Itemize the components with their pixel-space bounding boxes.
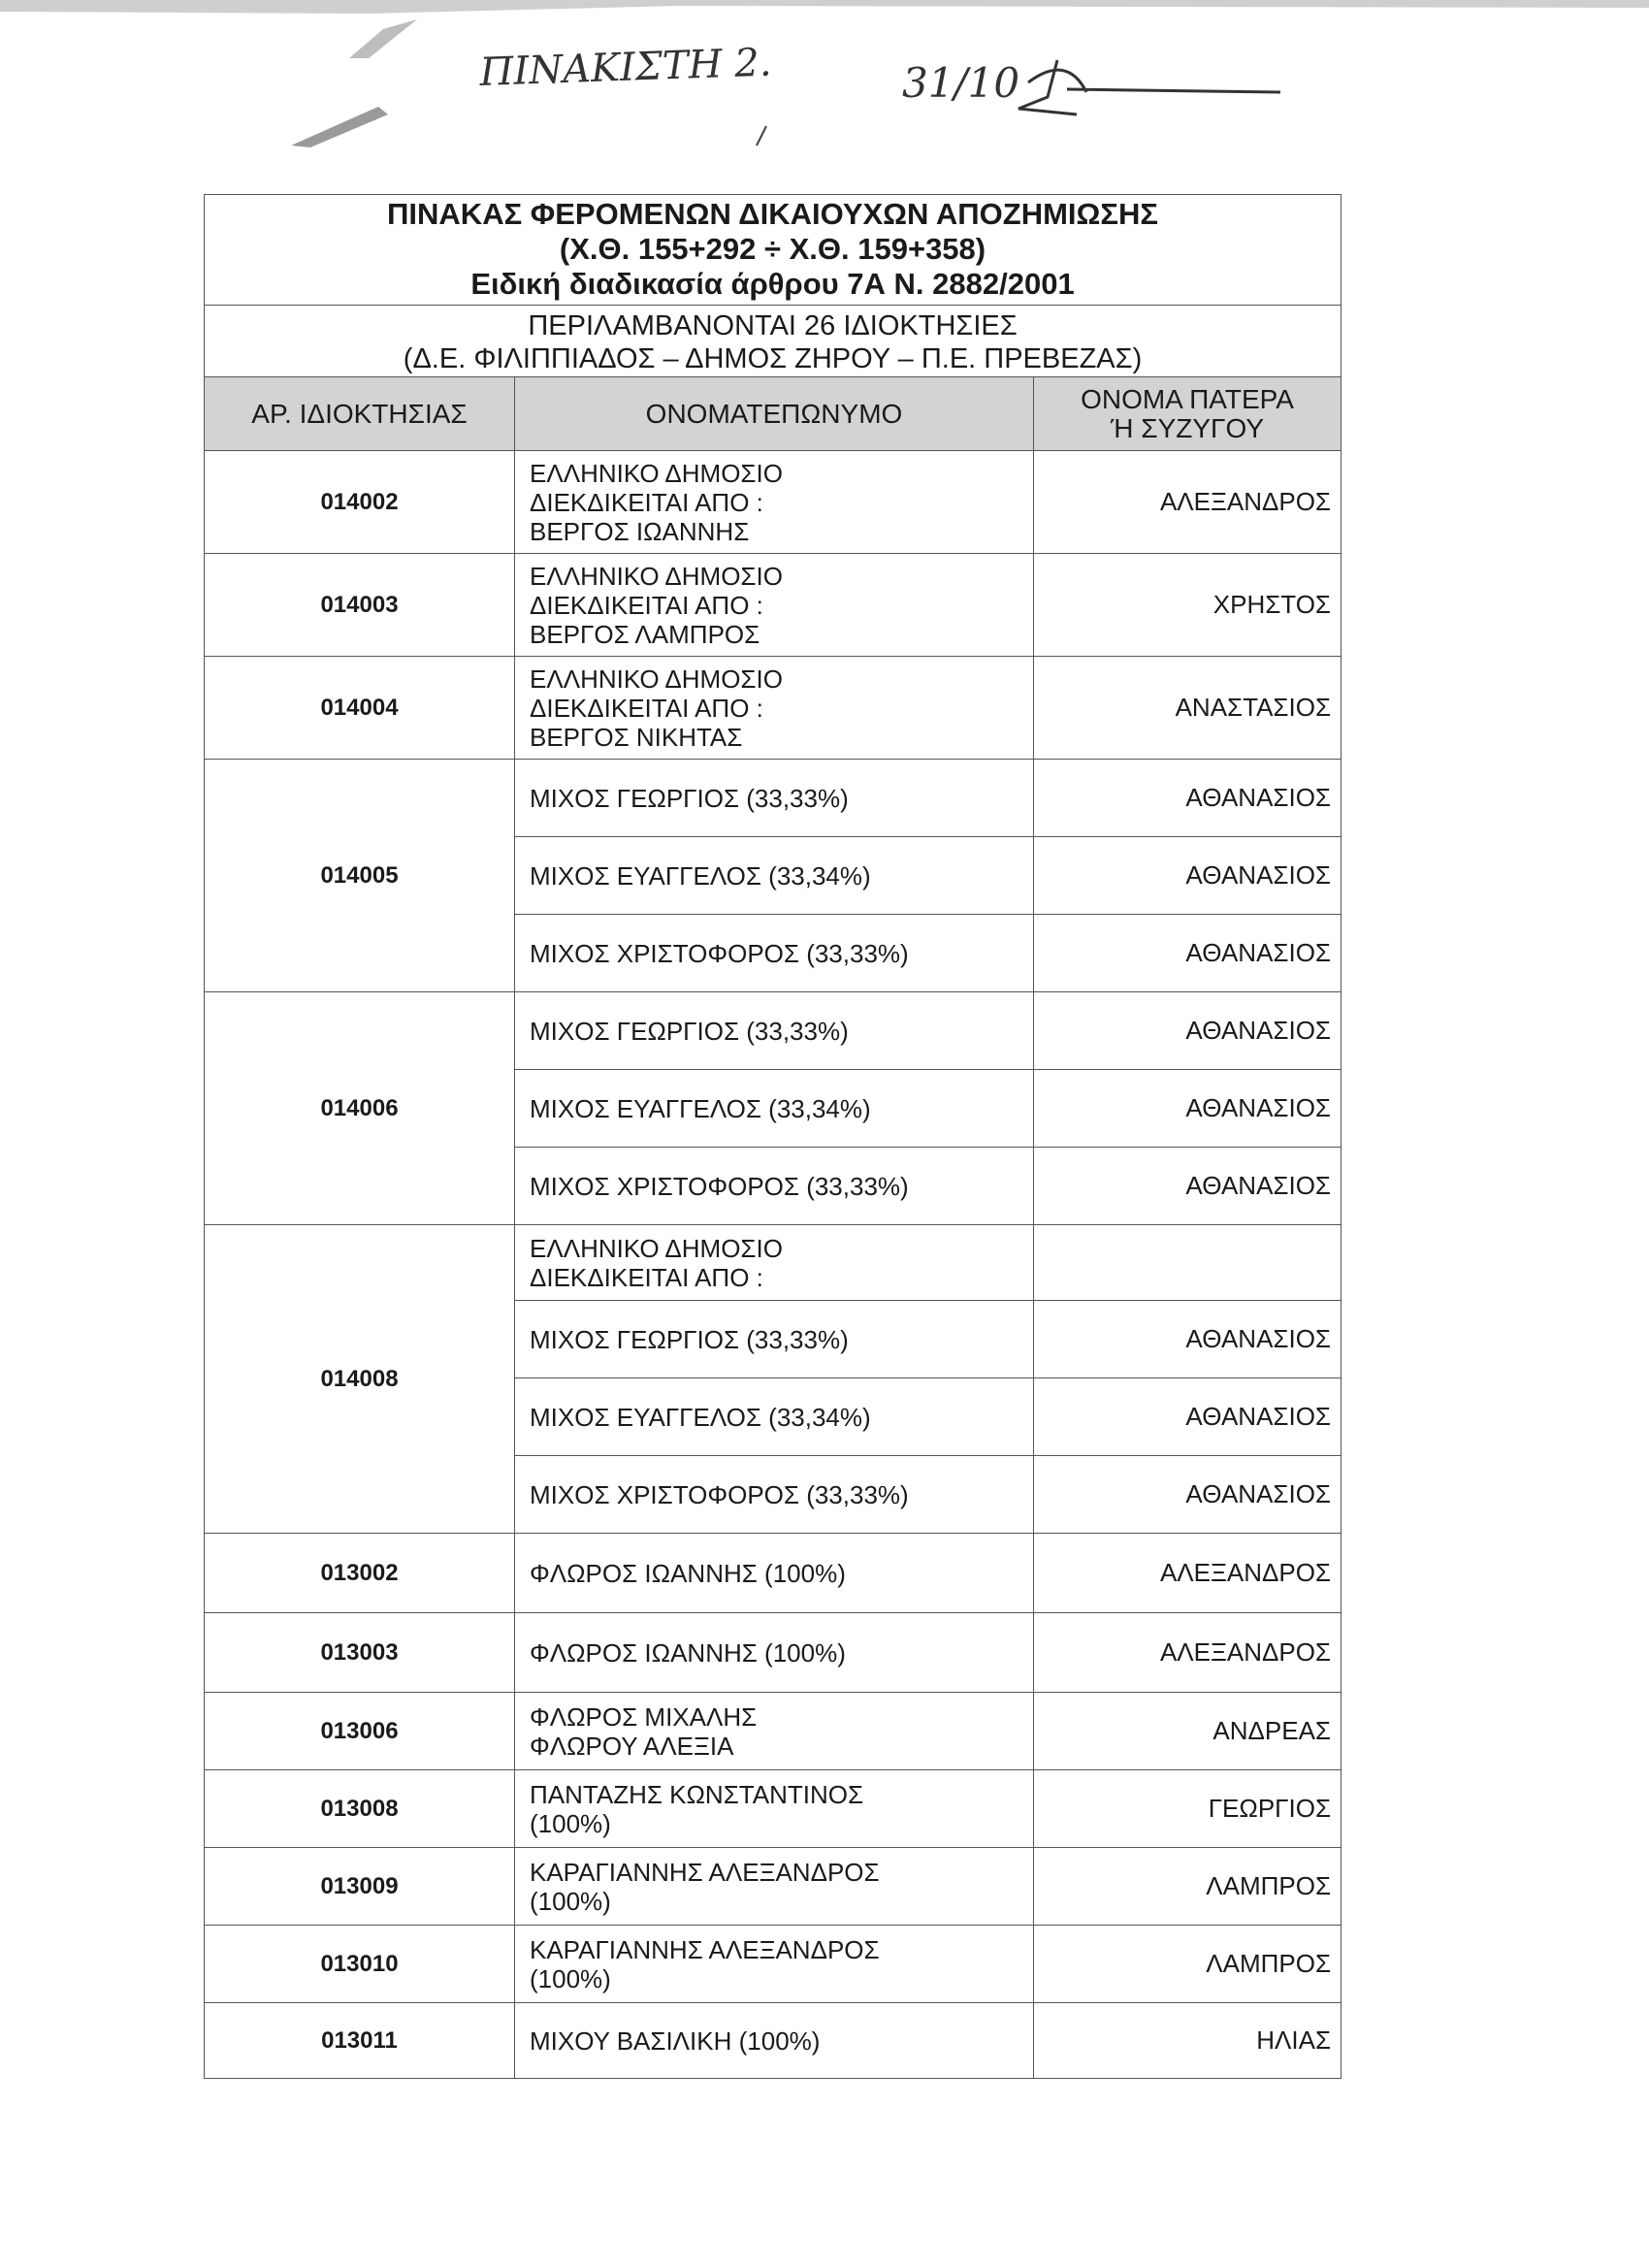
owner-name [515, 1693, 1034, 1770]
table-row [205, 1534, 1342, 1613]
owner-name-line: ΠΑΝΤΑΖΗΣ ΚΩΝΣΤΑΝΤΙΝΟΣ [530, 1779, 864, 1809]
father-name: ΑΝΔΡΕΑΣ [1034, 1693, 1342, 1770]
property-id: 013011 [205, 2003, 515, 2079]
owner-name: ΜΙΧΟΣ ΕΥΑΓΓΕΛΟΣ (33,34%) [515, 1378, 1034, 1456]
table-row [205, 760, 1342, 837]
property-id: 014003 [205, 554, 515, 657]
property-id: 013002 [205, 1534, 515, 1613]
column-header-father [1034, 377, 1342, 451]
owner-name-line: ΦΛΩΡΟΣ ΜΙΧΑΛΗΣ [530, 1701, 758, 1732]
table-row [205, 451, 1342, 554]
property-id: 013010 [205, 1926, 515, 2003]
table-title [205, 195, 1342, 306]
father-name: ΛΑΜΠΡΟΣ [1034, 1848, 1342, 1926]
subtitle-line: ΠΕΡΙΛΑΜΒΑΝΟΝΤΑΙ 26 ΙΔΙΟΚΤΗΣΙΕΣ [528, 310, 1018, 341]
title-row [205, 195, 1342, 306]
title-line: (Χ.Θ. 155+292 ÷ Χ.Θ. 159+358) [559, 232, 986, 266]
father-name: ΗΛΙΑΣ [1034, 2003, 1342, 2079]
owner-name [515, 1770, 1034, 1848]
subtitle-row [205, 306, 1342, 377]
table-row [205, 657, 1342, 760]
table-row [205, 2003, 1342, 2079]
father-name: ΑΛΕΞΑΝΔΡΟΣ [1034, 1613, 1342, 1693]
compensation-beneficiaries-table [204, 194, 1342, 2079]
owner-name: ΦΛΩΡΟΣ ΙΩΑΝΝΗΣ (100%) [515, 1534, 1034, 1613]
owner-name [515, 657, 1034, 760]
owner-name: ΜΙΧΟΣ ΓΕΩΡΓΙΟΣ (33,33%) [515, 760, 1034, 837]
owner-name-line: ΔΙΕΚΔΙΚΕΙΤΑΙ ΑΠΟ : [530, 693, 763, 723]
father-name: ΑΘΑΝΑΣΙΟΣ [1034, 1456, 1342, 1534]
property-id: 014005 [205, 760, 515, 992]
father-name: ΑΛΕΞΑΝΔΡΟΣ [1034, 451, 1342, 554]
title-line: Ειδική διαδικασία άρθρου 7Α Ν. 2882/2001 [470, 267, 1075, 301]
owner-name: ΜΙΧΟΣ ΧΡΙΣΤΟΦΟΡΟΣ (33,33%) [515, 1148, 1034, 1225]
column-header-father-line: ΟΝΟΜΑ ΠΑΤΕΡΑ [1081, 383, 1294, 414]
owner-name-line: ΒΕΡΓΟΣ ΙΩΑΝΝΗΣ [530, 516, 750, 546]
owner-name-line: ΕΛΛΗΝΙΚΟ ΔΗΜΟΣΙΟ [530, 561, 783, 591]
owner-name-line: ΔΙΕΚΔΙΚΕΙΤΑΙ ΑΠΟ : [530, 487, 763, 517]
owner-name-line: ΕΛΛΗΝΙΚΟ ΔΗΜΟΣΙΟ [530, 458, 783, 488]
table-row [205, 1225, 1342, 1301]
father-name: ΑΛΕΞΑΝΔΡΟΣ [1034, 1534, 1342, 1613]
table-row [205, 1693, 1342, 1770]
title-line: ΠΙΝΑΚΑΣ ΦΕΡΟΜΕΝΩΝ ΔΙΚΑΙΟΥΧΩΝ ΑΠΟΖΗΜΙΩΣΗΣ [387, 197, 1158, 231]
father-name: ΑΘΑΝΑΣΙΟΣ [1034, 1301, 1342, 1378]
owner-name [515, 451, 1034, 554]
property-id: 013008 [205, 1770, 515, 1848]
property-id: 014008 [205, 1225, 515, 1534]
table-row [205, 1926, 1342, 2003]
owner-name-line: ΔΙΕΚΔΙΚΕΙΤΑΙ ΑΠΟ : [530, 1262, 763, 1292]
owner-name [515, 1848, 1034, 1926]
owner-name-line: ΔΙΕΚΔΙΚΕΙΤΑΙ ΑΠΟ : [530, 590, 763, 620]
owner-name: ΜΙΧΟΣ ΧΡΙΣΤΟΦΟΡΟΣ (33,33%) [515, 915, 1034, 992]
handwritten-annotation [0, 0, 1649, 194]
table-row [205, 554, 1342, 657]
owner-name-line: ΒΕΡΓΟΣ ΝΙΚΗΤΑΣ [530, 722, 743, 752]
owner-name-line: ΦΛΩΡΟΥ ΑΛΕΞΙΑ [530, 1731, 734, 1761]
father-name: ΑΘΑΝΑΣΙΟΣ [1034, 1148, 1342, 1225]
table-row [205, 1613, 1342, 1693]
father-name: ΑΘΑΝΑΣΙΟΣ [1034, 1070, 1342, 1148]
owner-name-line: (100%) [530, 1886, 611, 1916]
owner-name: ΜΙΧΟΣ ΧΡΙΣΤΟΦΟΡΟΣ (33,33%) [515, 1456, 1034, 1534]
owner-name: ΜΙΧΟΣ ΓΕΩΡΓΙΟΣ (33,33%) [515, 1301, 1034, 1378]
property-id: 014006 [205, 992, 515, 1225]
column-header-father-line: Ή ΣΥΖΥΓΟΥ [1111, 412, 1264, 443]
owner-name [515, 554, 1034, 657]
father-name: ΑΘΑΝΑΣΙΟΣ [1034, 915, 1342, 992]
handwritten-date: 31/10 [902, 59, 1020, 107]
owner-name: ΜΙΧΟΣ ΕΥΑΓΓΕΛΟΣ (33,34%) [515, 837, 1034, 915]
property-id: 013003 [205, 1613, 515, 1693]
table-row [205, 1770, 1342, 1848]
table-row [205, 992, 1342, 1070]
handwritten-note: ΠΙΝΑΚΙΣΤΗ 2. [478, 40, 773, 95]
column-header-id: ΑΡ. ΙΔΙΟΚΤΗΣΙΑΣ [205, 377, 515, 451]
father-name: ΑΘΑΝΑΣΙΟΣ [1034, 837, 1342, 915]
owner-name [515, 1926, 1034, 2003]
owner-name-line: (100%) [530, 1808, 611, 1838]
subtitle-line: (Δ.Ε. ΦΙΛΙΠΠΙΑΔΟΣ – ΔΗΜΟΣ ΖΗΡΟΥ – Π.Ε. ΠΡΕΒΕΖΑΣ) [403, 343, 1143, 374]
owner-name: ΜΙΧΟΣ ΕΥΑΓΓΕΛΟΣ (33,34%) [515, 1070, 1034, 1148]
owner-name-line: ΕΛΛΗΝΙΚΟ ΔΗΜΟΣΙΟ [530, 664, 783, 694]
owner-name: ΦΛΩΡΟΣ ΙΩΑΝΝΗΣ (100%) [515, 1613, 1034, 1693]
property-id: 014004 [205, 657, 515, 760]
owner-name-line: ΚΑΡΑΓΙΑΝΝΗΣ ΑΛΕΞΑΝΔΡΟΣ [530, 1857, 880, 1887]
owner-name-line: ΕΛΛΗΝΙΚΟ ΔΗΜΟΣΙΟ [530, 1233, 783, 1263]
property-id: 014002 [205, 451, 515, 554]
owner-name-line: ΒΕΡΓΟΣ ΛΑΜΠΡΟΣ [530, 619, 760, 649]
owner-name: ΜΙΧΟΥ ΒΑΣΙΛΙΚΗ (100%) [515, 2003, 1034, 2079]
father-name: ΧΡΗΣΤΟΣ [1034, 554, 1342, 657]
column-header-row [205, 377, 1342, 451]
column-header-name: ΟΝΟΜΑΤΕΠΩΝΥΜΟ [515, 377, 1034, 451]
owner-name: ΜΙΧΟΣ ΓΕΩΡΓΙΟΣ (33,33%) [515, 992, 1034, 1070]
father-name: ΓΕΩΡΓΙΟΣ [1034, 1770, 1342, 1848]
handwritten-signature-mark [1018, 60, 1280, 114]
table-subtitle [205, 306, 1342, 377]
property-id: 013009 [205, 1848, 515, 1926]
father-name [1034, 1225, 1342, 1301]
table-row [205, 1848, 1342, 1926]
owner-name-line: ΚΑΡΑΓΙΑΝΝΗΣ ΑΛΕΞΑΝΔΡΟΣ [530, 1934, 880, 1964]
father-name: ΛΑΜΠΡΟΣ [1034, 1926, 1342, 2003]
father-name: ΑΘΑΝΑΣΙΟΣ [1034, 1378, 1342, 1456]
owner-name-line: (100%) [530, 1963, 611, 1993]
father-name: ΑΘΑΝΑΣΙΟΣ [1034, 760, 1342, 837]
father-name: ΑΝΑΣΤΑΣΙΟΣ [1034, 657, 1342, 760]
father-name: ΑΘΑΝΑΣΙΟΣ [1034, 992, 1342, 1070]
owner-name [515, 1225, 1034, 1301]
property-id: 013006 [205, 1693, 515, 1770]
